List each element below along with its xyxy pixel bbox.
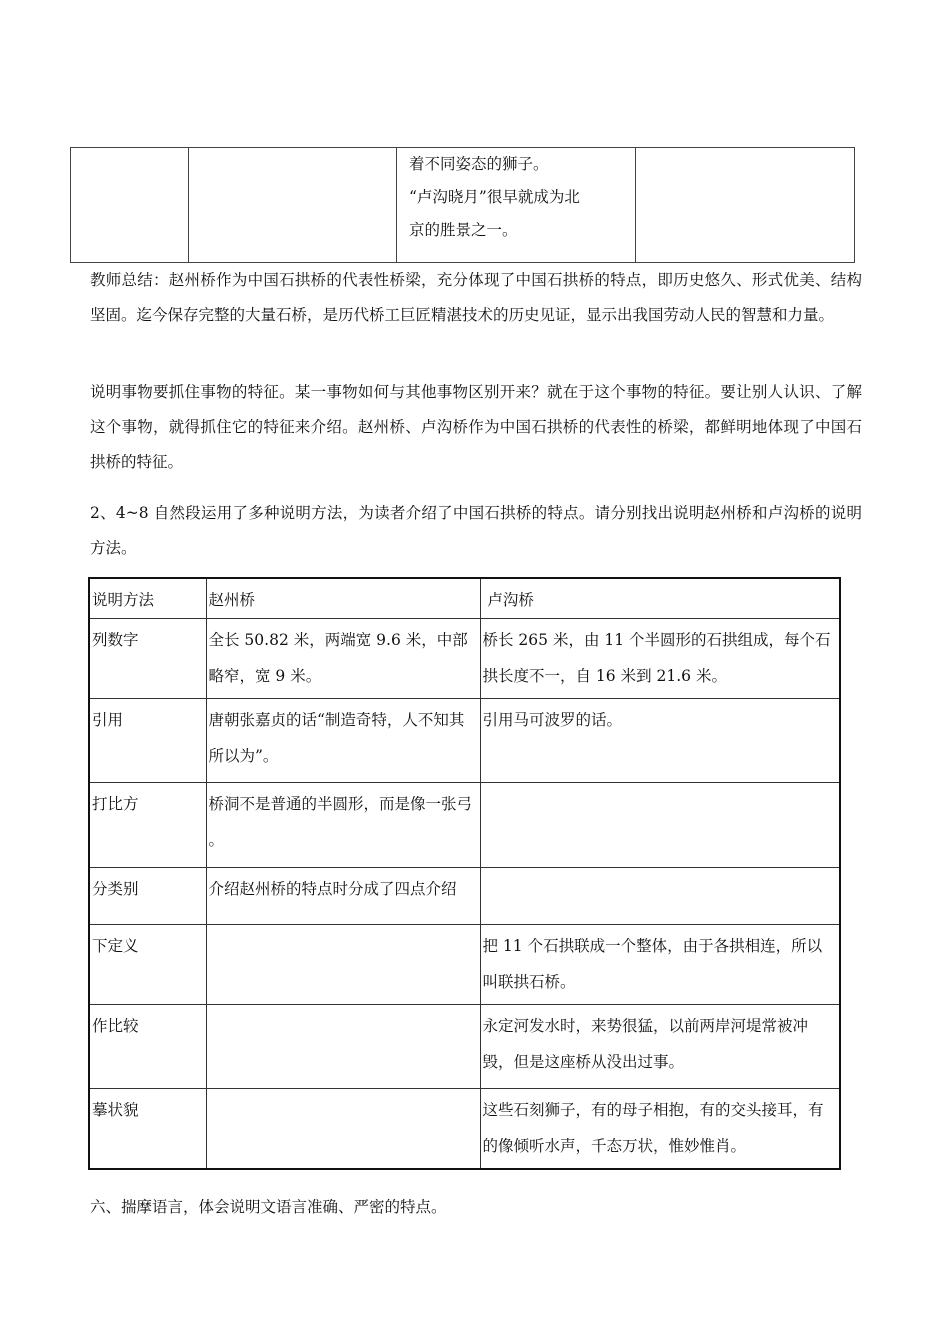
header-method: 说明方法	[89, 578, 206, 619]
question-2-text: 2、4~8 自然段运用了多种说明方法，为读者介绍了中国石拱桥的特点。请分别找出说明赵州桥和卢沟桥的说明方法。	[90, 504, 862, 557]
zhaozhou-cell	[206, 1089, 480, 1169]
lugou-cell: 这些石刻狮子，有的母子相抱，有的交头接耳，有的像倾听水声，千态万状，惟妙惟肖。	[480, 1089, 840, 1169]
teacher-summary-text: 教师总结：赵州桥作为中国石拱桥的代表性桥梁，充分体现了中国石拱桥的特点，即历史悠久、形式优美、结构坚固。迄今保存完整的大量石桥，是历代桥工巨匠精湛技术的历史见证，显示出我国劳动人民的智慧和力量。	[90, 271, 862, 324]
table-row	[89, 868, 840, 925]
cell-line: “卢沟晓月”很早就成为北	[409, 188, 580, 206]
continued-table	[70, 147, 855, 263]
table-header-row	[89, 578, 840, 619]
continued-cell-2	[189, 148, 397, 263]
section-6-heading: 六、揣摩语言，体会说明文语言准确、严密的特点。	[90, 1198, 447, 1216]
zhaozhou-cell: 全长 50.82 米，两端宽 9.6 米，中部略窄，宽 9 米。	[206, 619, 480, 699]
table-row	[89, 699, 840, 783]
lugou-cell: 桥长 265 米，由 11 个半圆形的石拱组成，每个石拱长度不一，自 16 米到 21.6 米。	[480, 619, 840, 699]
question-2	[90, 496, 862, 566]
explanation-methods-table	[88, 577, 841, 1170]
table-row	[89, 619, 840, 699]
zhaozhou-cell	[206, 925, 480, 1005]
method-cell: 分类别	[89, 868, 206, 925]
zhaozhou-cell	[206, 1005, 480, 1089]
lugou-cell: 引用马可波罗的话。	[480, 699, 840, 783]
lugou-cell	[480, 868, 840, 925]
teacher-summary	[90, 263, 862, 333]
feature-note-text: 说明事物要抓住事物的特征。某一事物如何与其他事物区别开来？就在于这个事物的特征。要让别人认识、了解这个事物，就得抓住它的特征来介绍。赵州桥、卢沟桥作为中国石拱桥的代表性的桥梁，都鲜明地体现了中国石拱桥的特征。	[90, 383, 862, 471]
table-row	[89, 783, 840, 868]
header-lugou: 卢沟桥	[480, 578, 840, 619]
method-cell: 列数字	[89, 619, 206, 699]
method-cell: 下定义	[89, 925, 206, 1005]
lugou-cell	[480, 783, 840, 868]
continued-cell-1	[71, 148, 189, 263]
table-row	[89, 1089, 840, 1169]
method-cell: 作比较	[89, 1005, 206, 1089]
continued-cell-4	[636, 148, 855, 263]
cell-line: 京的胜景之一。	[409, 221, 518, 239]
lugou-cell: 永定河发水时，来势很猛，以前两岸河堤常被冲毁，但是这座桥从没出过事。	[480, 1005, 840, 1089]
zhaozhou-cell: 介绍赵州桥的特点时分成了四点介绍	[206, 868, 480, 925]
lugou-cell: 把 11 个石拱联成一个整体，由于各拱相连，所以叫联拱石桥。	[480, 925, 840, 1005]
table-row	[89, 925, 840, 1005]
zhaozhou-cell: 唐朝张嘉贞的话“制造奇特，人不知其所以为”。	[206, 699, 480, 783]
table-row	[89, 1005, 840, 1089]
method-cell: 引用	[89, 699, 206, 783]
header-zhaozhou: 赵州桥	[206, 578, 480, 619]
method-cell: 打比方	[89, 783, 206, 868]
cell-line: 着不同姿态的狮子。	[409, 155, 549, 173]
continued-cell-3	[397, 148, 636, 263]
feature-note	[90, 375, 862, 480]
zhaozhou-cell: 桥洞不是普通的半圆形，而是像一张弓 。	[206, 783, 480, 868]
method-cell: 摹状貌	[89, 1089, 206, 1169]
